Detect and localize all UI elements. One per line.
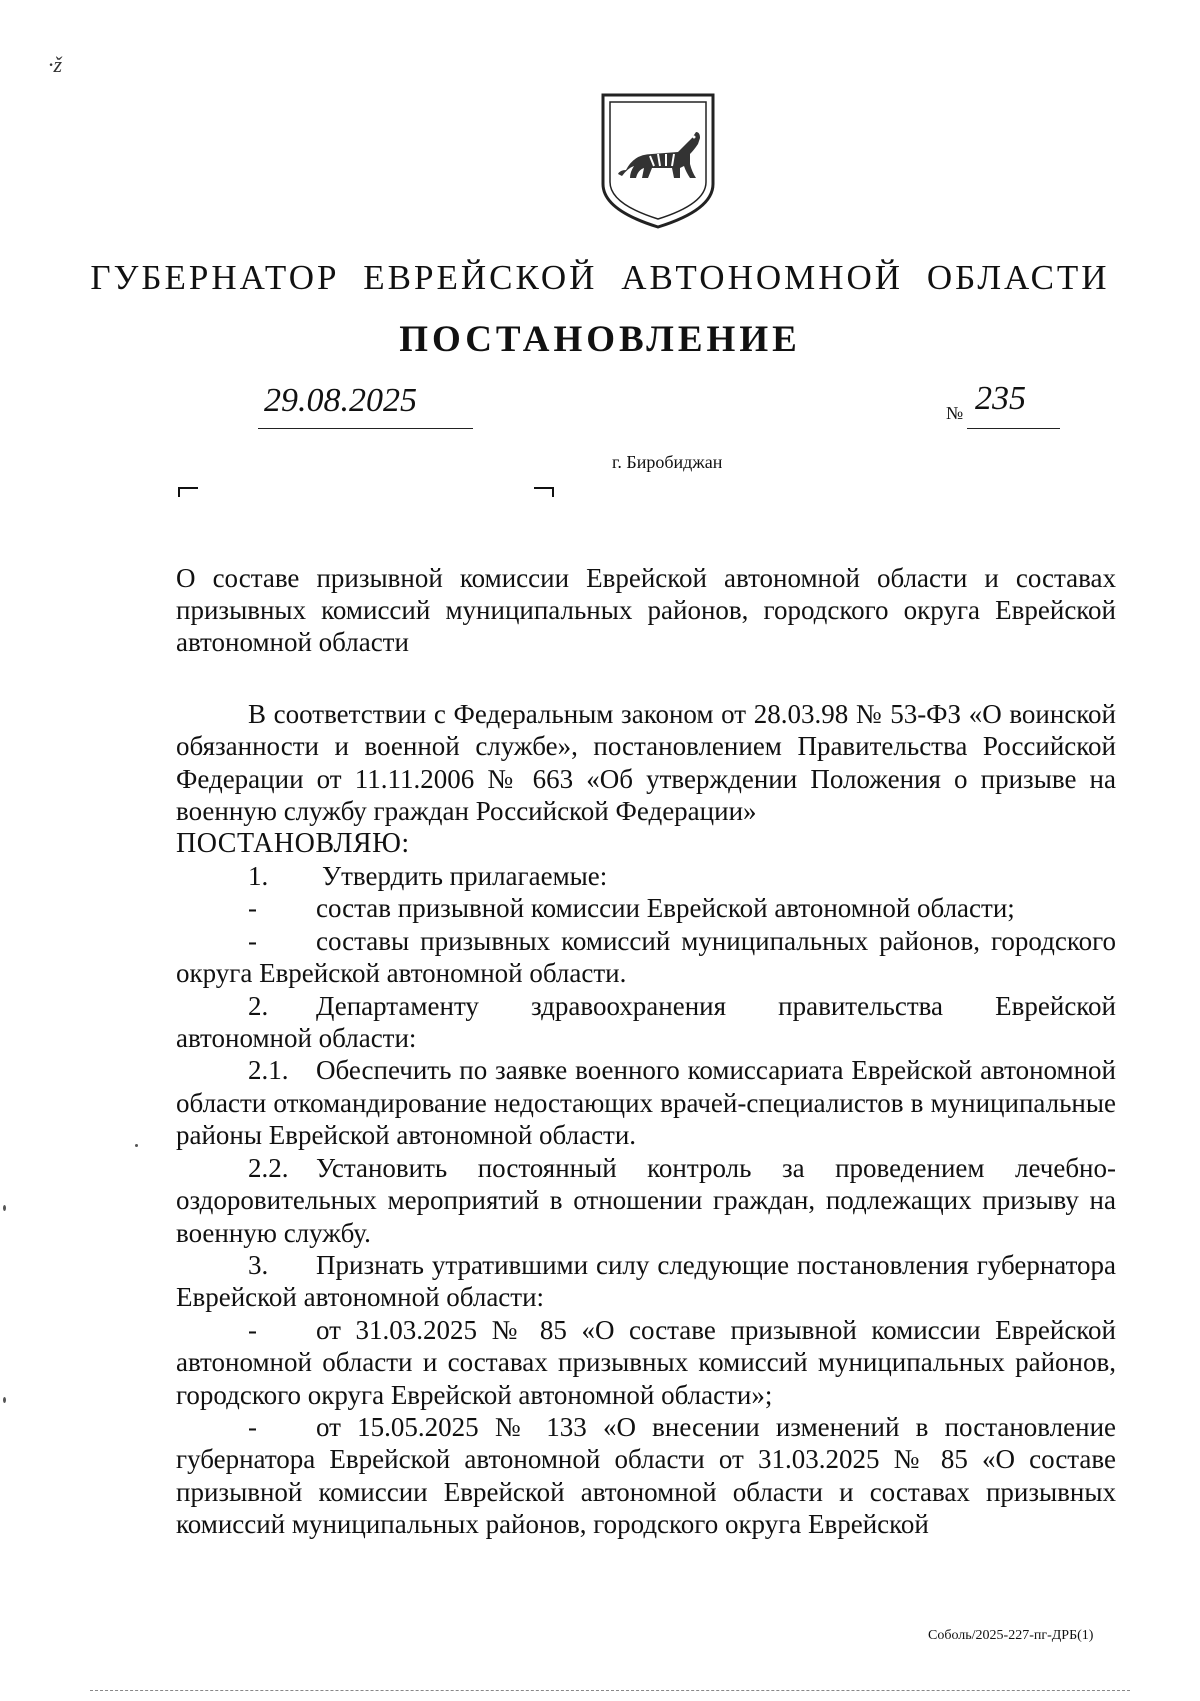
item-marker: 2.1.: [248, 1055, 289, 1086]
subject-bracket-right: [534, 487, 554, 497]
authority-title: ГУБЕРНАТОР ЕВРЕЙСКОЙ АВТОНОМНОЙ ОБЛАСТИ: [90, 258, 1110, 297]
list-item: [176, 860, 1116, 892]
dash-marker: -: [248, 893, 257, 924]
dash-marker: -: [248, 1411, 257, 1442]
date-handwritten: 29.08.2025: [264, 382, 417, 419]
city: г. Биробиджан: [612, 452, 723, 472]
dash-text: от 31.03.2025 № 85 «О составе призывной комиссии Еврейской автономной области и составах призывных комиссий муниципальных районов, городского округа Еврейской автономной области»;: [176, 1314, 1116, 1410]
preamble: В соответствии с Федеральным законом от 28.03.98 № 53-ФЗ «О воинской обязанности и военной службе», постановлением Правительства Российской Федерации от 11.11.2006 № 663 «Об утверждении Положения о призыве на военную службу граждан Российской Федерации»: [176, 699, 1116, 827]
item-text: Установить постоянный контроль за проведением лечебно-оздоровительных мероприятий в отношении граждан, подлежащих призыву на военную службу.: [176, 1152, 1116, 1248]
scan-edge-line: [90, 1690, 1130, 1691]
number-field: [967, 382, 1060, 429]
scan-dot: [3, 1397, 6, 1403]
document-body: [176, 698, 1116, 1541]
item-marker: 3.: [248, 1249, 269, 1280]
dash-item: [176, 892, 1116, 924]
scan-mark: ·ž: [48, 52, 63, 77]
dash-marker: -: [248, 925, 257, 956]
dash-item: [176, 1314, 1116, 1411]
scan-dot: [135, 1144, 138, 1147]
dash-item: [176, 925, 1116, 990]
list-item: [176, 990, 1116, 1055]
document-subject: О составе призывной комиссии Еврейской автономной области и составах призывных комиссий муниципальных районов, городского округа Еврейской автономной области: [176, 563, 1116, 657]
dash-text: от 15.05.2025 № 133 «О внесении изменений в постановление губернатора Еврейской автономной области от 31.03.2025 № 85 «О составе призывной комиссии Еврейской автономной области и составах призывных комиссий муниципальных районов, городского округа Еврейской: [176, 1411, 1116, 1540]
item-marker: 2.: [248, 990, 269, 1021]
list-item: [176, 1152, 1116, 1249]
number-sign: №: [946, 403, 964, 423]
scan-dot: [3, 1205, 6, 1211]
dash-marker: -: [248, 1314, 257, 1345]
item-text: Утвердить прилагаемые:: [322, 861, 608, 892]
list-item: [176, 1249, 1116, 1314]
date-field: [258, 382, 473, 429]
dash-text: состав призывной комиссии Еврейской автономной области;: [316, 893, 1015, 924]
item-text: Департаменту здравоохранения правительства Еврейской автономной области:: [176, 990, 1116, 1054]
item-marker: 2.2.: [248, 1152, 289, 1183]
footer-code: Соболь/2025-227-пг-ДРБ(1): [928, 1628, 1094, 1643]
dash-item: [176, 1411, 1116, 1541]
number-handwritten: 235: [975, 380, 1026, 417]
item-marker: 1.: [248, 861, 269, 892]
list-item: [176, 1054, 1116, 1151]
decree-word: ПОСТАНОВЛЯЮ:: [176, 827, 410, 859]
item-text: Обеспечить по заявке военного комиссариата Еврейской автономной области откомандирование недостающих врачей-специалистов в муниципальные районы Еврейской автономной области.: [176, 1055, 1116, 1151]
document-type: ПОСТАНОВЛЕНИЕ: [399, 319, 801, 360]
item-text: Признать утратившими силу следующие постановления губернатора Еврейской автономной области:: [176, 1249, 1116, 1313]
dash-text: составы призывных комиссий муниципальных районов, городского округа Еврейской автономной области.: [176, 925, 1116, 989]
tiger-coat-of-arms-icon: [600, 92, 716, 230]
subject-bracket-left: [178, 487, 198, 497]
